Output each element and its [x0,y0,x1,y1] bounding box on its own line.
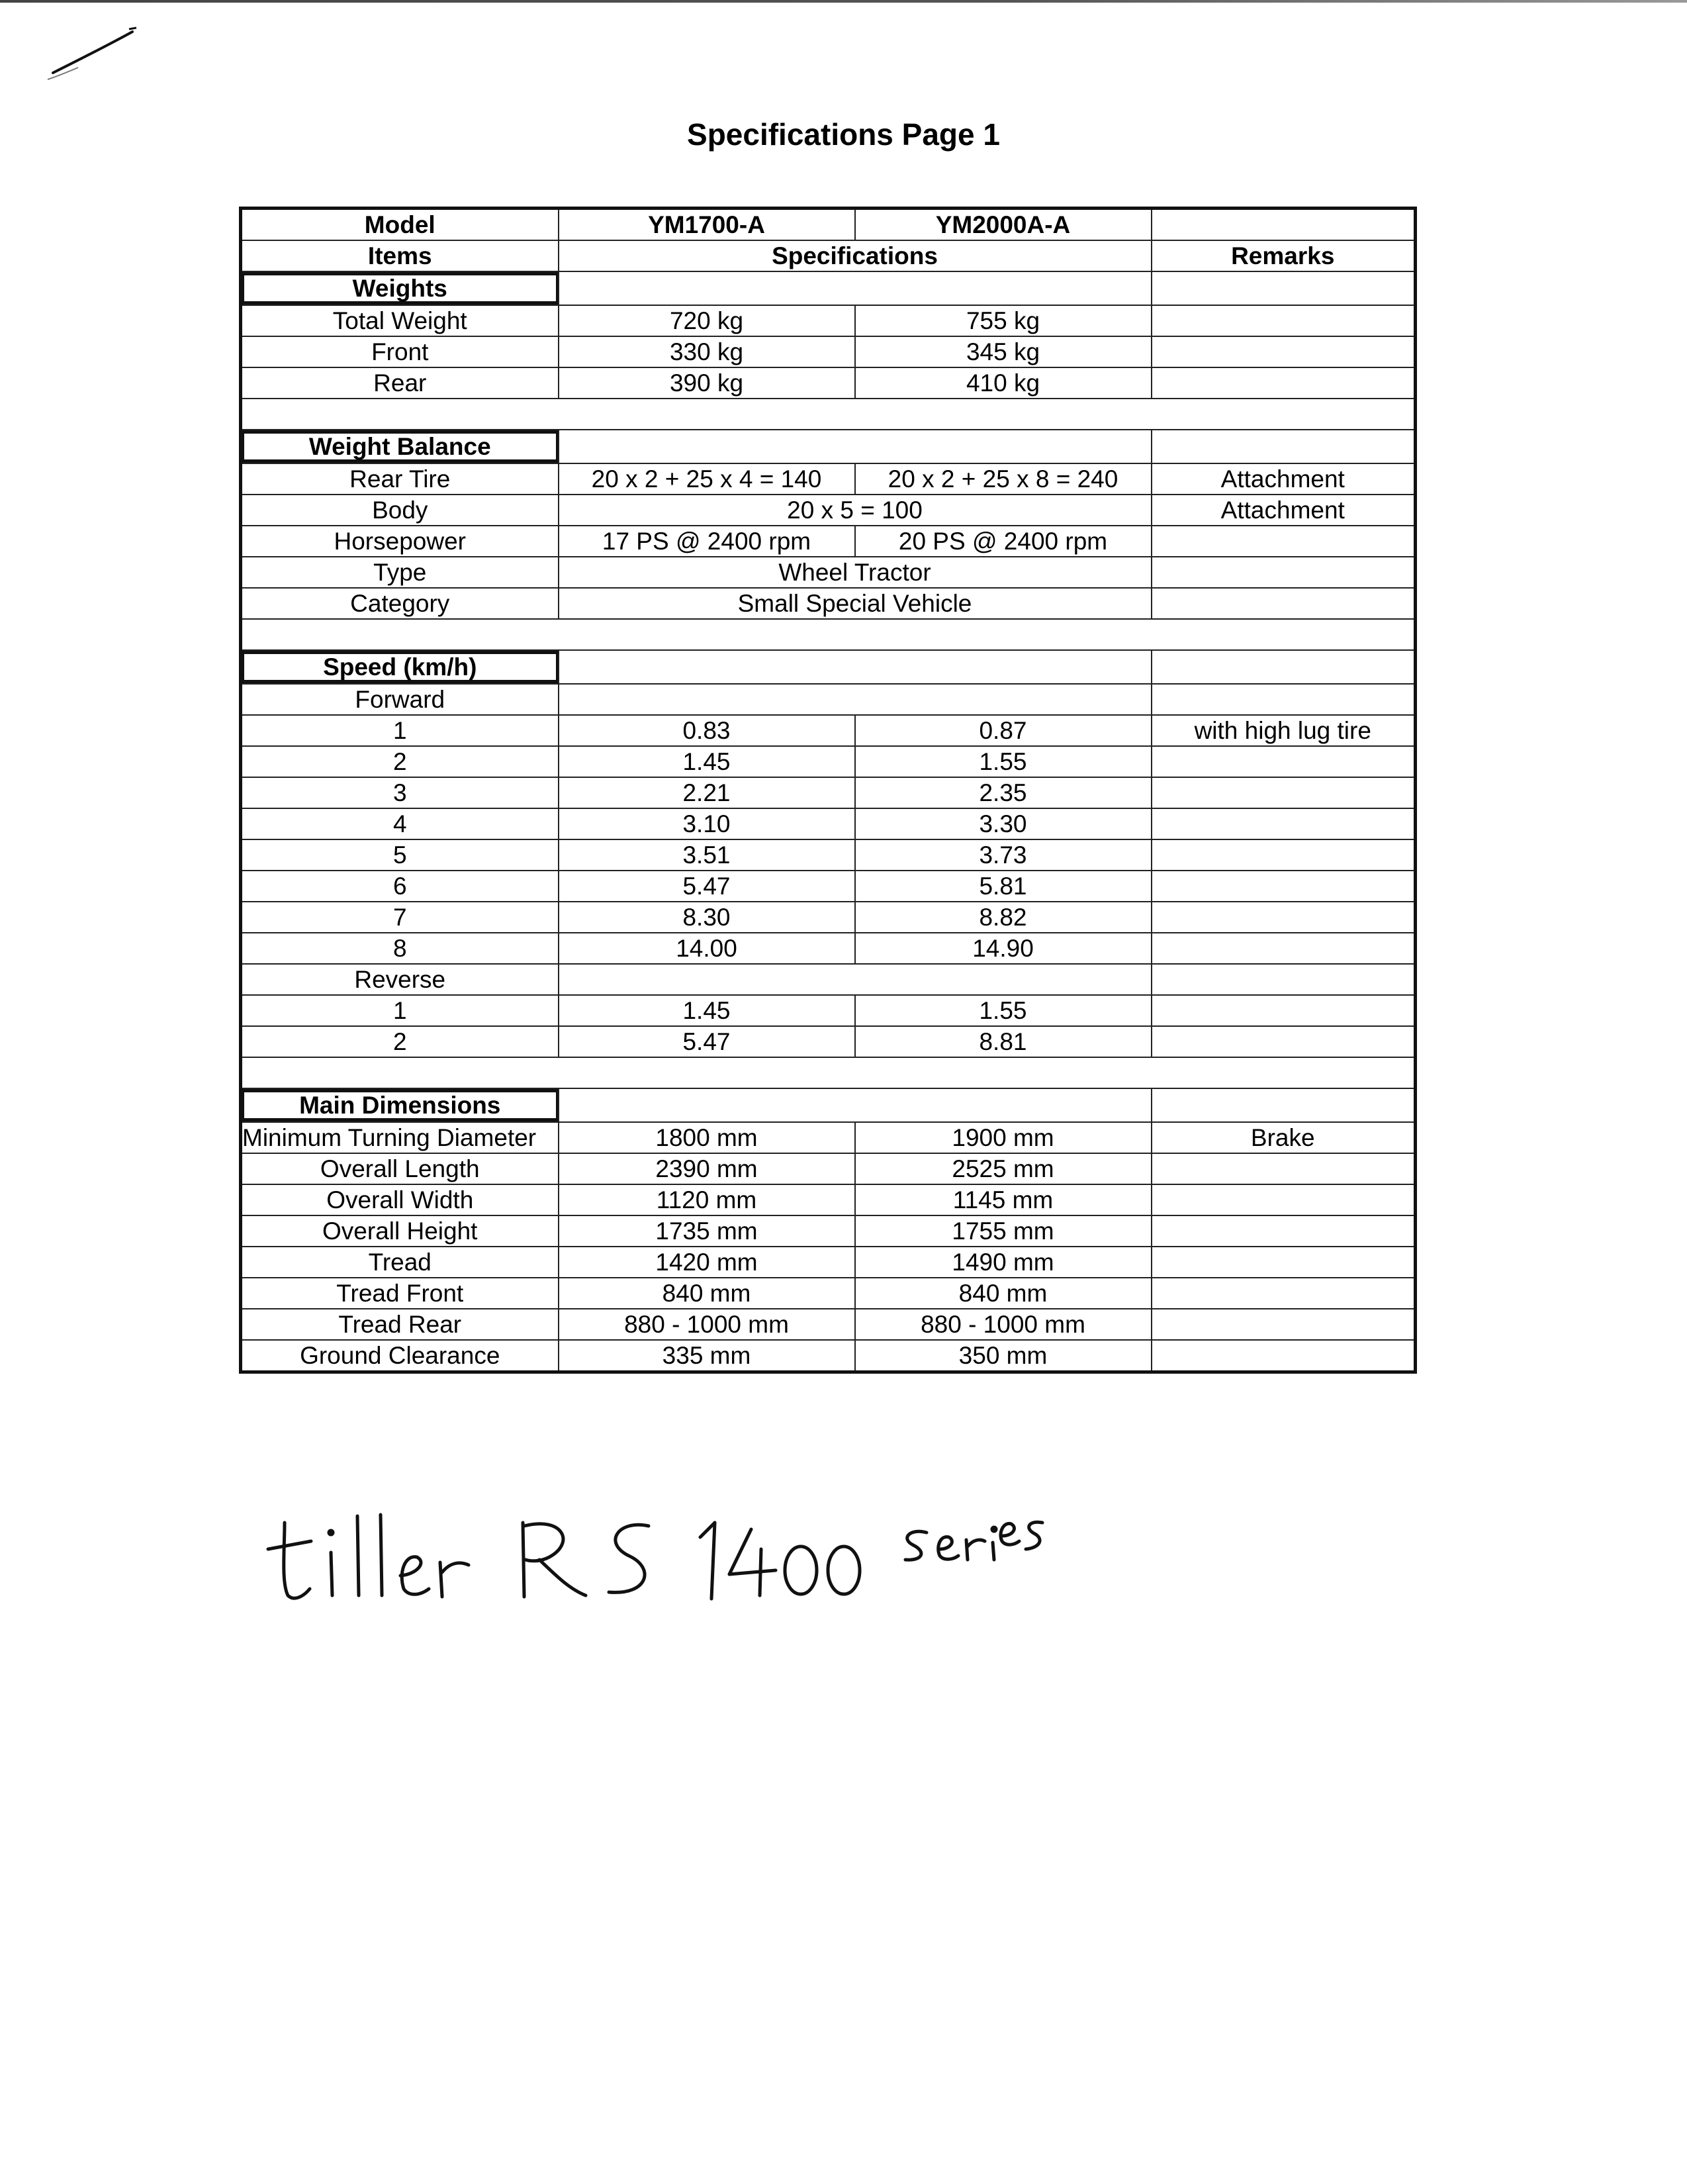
blank-cell [559,271,1152,305]
table-row [241,1184,1416,1215]
item-label: Tread [241,1247,559,1278]
value-model-1: 1735 mm [559,1215,855,1247]
value-shared: 20 x 5 = 100 [559,495,1152,526]
remark [1152,839,1416,871]
table-row [241,777,1416,808]
item-label: Front [241,336,559,367]
gear-number: 1 [241,715,559,746]
blank-cell [1152,209,1416,241]
item-label: Body [241,495,559,526]
remark [1152,557,1416,588]
value-model-2: 5.81 [855,871,1152,902]
value-model-2: 14.90 [855,933,1152,964]
remark: with high lug tire [1152,715,1416,746]
value-model-1: 5.47 [559,871,855,902]
item-label: Type [241,557,559,588]
items-label: Items [241,240,559,271]
table-row [241,588,1416,619]
table-row [241,746,1416,777]
gear-number: 1 [241,995,559,1026]
reverse-label: Reverse [241,964,559,995]
handwritten-note [258,1496,1052,1629]
section-row-weights [241,271,1416,305]
remark [1152,902,1416,933]
table-row [241,933,1416,964]
table-row [241,1026,1416,1057]
remark [1152,336,1416,367]
remark [1152,1215,1416,1247]
value-model-2: 8.82 [855,902,1152,933]
specifications-table [239,207,1417,1374]
item-label: Horsepower [241,526,559,557]
table-row [241,557,1416,588]
value-model-2: 755 kg [855,305,1152,336]
blank-cell [1152,1088,1416,1122]
value-model-1: 17 PS @ 2400 rpm [559,526,855,557]
item-label: Overall Height [241,1215,559,1247]
value-model-1: 390 kg [559,367,855,399]
remark [1152,871,1416,902]
specifications-label: Specifications [559,240,1152,271]
remark: Brake [1152,1122,1416,1153]
spacer-row [241,399,1416,430]
item-label: Tread Rear [241,1309,559,1340]
remark [1152,588,1416,619]
remark [1152,995,1416,1026]
table-row [241,715,1416,746]
remark [1152,808,1416,839]
value-model-2: 880 - 1000 mm [855,1309,1152,1340]
item-label: Overall Width [241,1184,559,1215]
table-row [241,684,1416,715]
remark [1152,1278,1416,1309]
value-model-1: 335 mm [559,1340,855,1372]
value-model-1: 14.00 [559,933,855,964]
value-model-1: 20 x 2 + 25 x 4 = 140 [559,463,855,495]
value-model-2: 20 PS @ 2400 rpm [855,526,1152,557]
gear-number: 8 [241,933,559,964]
gear-number: 5 [241,839,559,871]
value-model-2: 1755 mm [855,1215,1152,1247]
blank-cell [1152,684,1416,715]
table-row [241,1122,1416,1153]
value-model-2: 1145 mm [855,1184,1152,1215]
table-row [241,1309,1416,1340]
value-model-1: 1.45 [559,995,855,1026]
page-title: Specifications Page 1 [687,117,1000,152]
value-model-2: 1490 mm [855,1247,1152,1278]
table-row [241,839,1416,871]
table-row [241,808,1416,839]
forward-label: Forward [241,684,559,715]
value-model-1: 8.30 [559,902,855,933]
table-row [241,964,1416,995]
section-title-weights: Weights [241,271,559,305]
section-title-weight-balance: Weight Balance [241,430,559,463]
remark [1152,933,1416,964]
value-model-2: 350 mm [855,1340,1152,1372]
item-label: Category [241,588,559,619]
value-model-1: 1.45 [559,746,855,777]
value-model-1: 0.83 [559,715,855,746]
table-row [241,871,1416,902]
item-label: Rear Tire [241,463,559,495]
value-model-1: 2390 mm [559,1153,855,1184]
table-row [241,495,1416,526]
value-model-2: 840 mm [855,1278,1152,1309]
blank-cell [559,964,1152,995]
value-model-1: 1120 mm [559,1184,855,1215]
item-label: Minimum Turning Diameter [241,1122,559,1153]
remark [1152,746,1416,777]
section-row-main-dimensions [241,1088,1416,1122]
value-model-1: 880 - 1000 mm [559,1309,855,1340]
item-label: Total Weight [241,305,559,336]
pen-mark-icon [40,20,146,93]
value-model-1: 1800 mm [559,1122,855,1153]
table-row [241,526,1416,557]
section-title-speed: Speed (km/h) [241,650,559,684]
remark [1152,367,1416,399]
item-label: Rear [241,367,559,399]
blank-cell [1152,271,1416,305]
table-row [241,1340,1416,1372]
value-model-2: 3.73 [855,839,1152,871]
remark [1152,1026,1416,1057]
remark [1152,1340,1416,1372]
gear-number: 2 [241,1026,559,1057]
value-model-2: 0.87 [855,715,1152,746]
item-label: Ground Clearance [241,1340,559,1372]
blank-cell [559,650,1152,684]
section-row-weight-balance [241,430,1416,463]
gear-number: 6 [241,871,559,902]
table-row [241,367,1416,399]
table-row [241,1278,1416,1309]
gear-number: 3 [241,777,559,808]
blank-cell [1152,964,1416,995]
value-model-1: 5.47 [559,1026,855,1057]
value-model-1: 3.10 [559,808,855,839]
value-model-2: 410 kg [855,367,1152,399]
section-title-main-dimensions: Main Dimensions [241,1088,559,1122]
table-row [241,463,1416,495]
value-model-1: 720 kg [559,305,855,336]
model-2-name: YM2000A-A [855,209,1152,241]
value-shared: Wheel Tractor [559,557,1152,588]
model-header-row [241,209,1416,241]
value-model-1: 2.21 [559,777,855,808]
value-model-2: 8.81 [855,1026,1152,1057]
remark [1152,1153,1416,1184]
spacer-row [241,619,1416,650]
scan-top-edge [0,0,1687,3]
blank-cell [1152,650,1416,684]
value-shared: Small Special Vehicle [559,588,1152,619]
remark [1152,1309,1416,1340]
model-label: Model [241,209,559,241]
gear-number: 2 [241,746,559,777]
table-row [241,305,1416,336]
table-row [241,336,1416,367]
remark [1152,777,1416,808]
value-model-2: 345 kg [855,336,1152,367]
blank-cell [559,1088,1152,1122]
remark [1152,1247,1416,1278]
items-header-row [241,240,1416,271]
item-label: Overall Length [241,1153,559,1184]
value-model-1: 1420 mm [559,1247,855,1278]
table-row [241,1153,1416,1184]
section-row-speed [241,650,1416,684]
value-model-1: 840 mm [559,1278,855,1309]
remarks-label: Remarks [1152,240,1416,271]
gear-number: 7 [241,902,559,933]
blank-cell [559,430,1152,463]
table-row [241,1247,1416,1278]
remark: Attachment [1152,495,1416,526]
blank-cell [559,684,1152,715]
value-model-2: 1.55 [855,995,1152,1026]
remark [1152,305,1416,336]
item-label: Tread Front [241,1278,559,1309]
value-model-2: 1900 mm [855,1122,1152,1153]
value-model-1: 3.51 [559,839,855,871]
blank-cell [1152,430,1416,463]
remark [1152,1184,1416,1215]
value-model-2: 3.30 [855,808,1152,839]
table-row [241,902,1416,933]
remark [1152,526,1416,557]
value-model-2: 2.35 [855,777,1152,808]
model-1-name: YM1700-A [559,209,855,241]
value-model-2: 1.55 [855,746,1152,777]
remark: Attachment [1152,463,1416,495]
value-model-2: 20 x 2 + 25 x 8 = 240 [855,463,1152,495]
value-model-1: 330 kg [559,336,855,367]
table-row [241,995,1416,1026]
value-model-2: 2525 mm [855,1153,1152,1184]
gear-number: 4 [241,808,559,839]
table-row [241,1215,1416,1247]
spacer-row [241,1057,1416,1088]
